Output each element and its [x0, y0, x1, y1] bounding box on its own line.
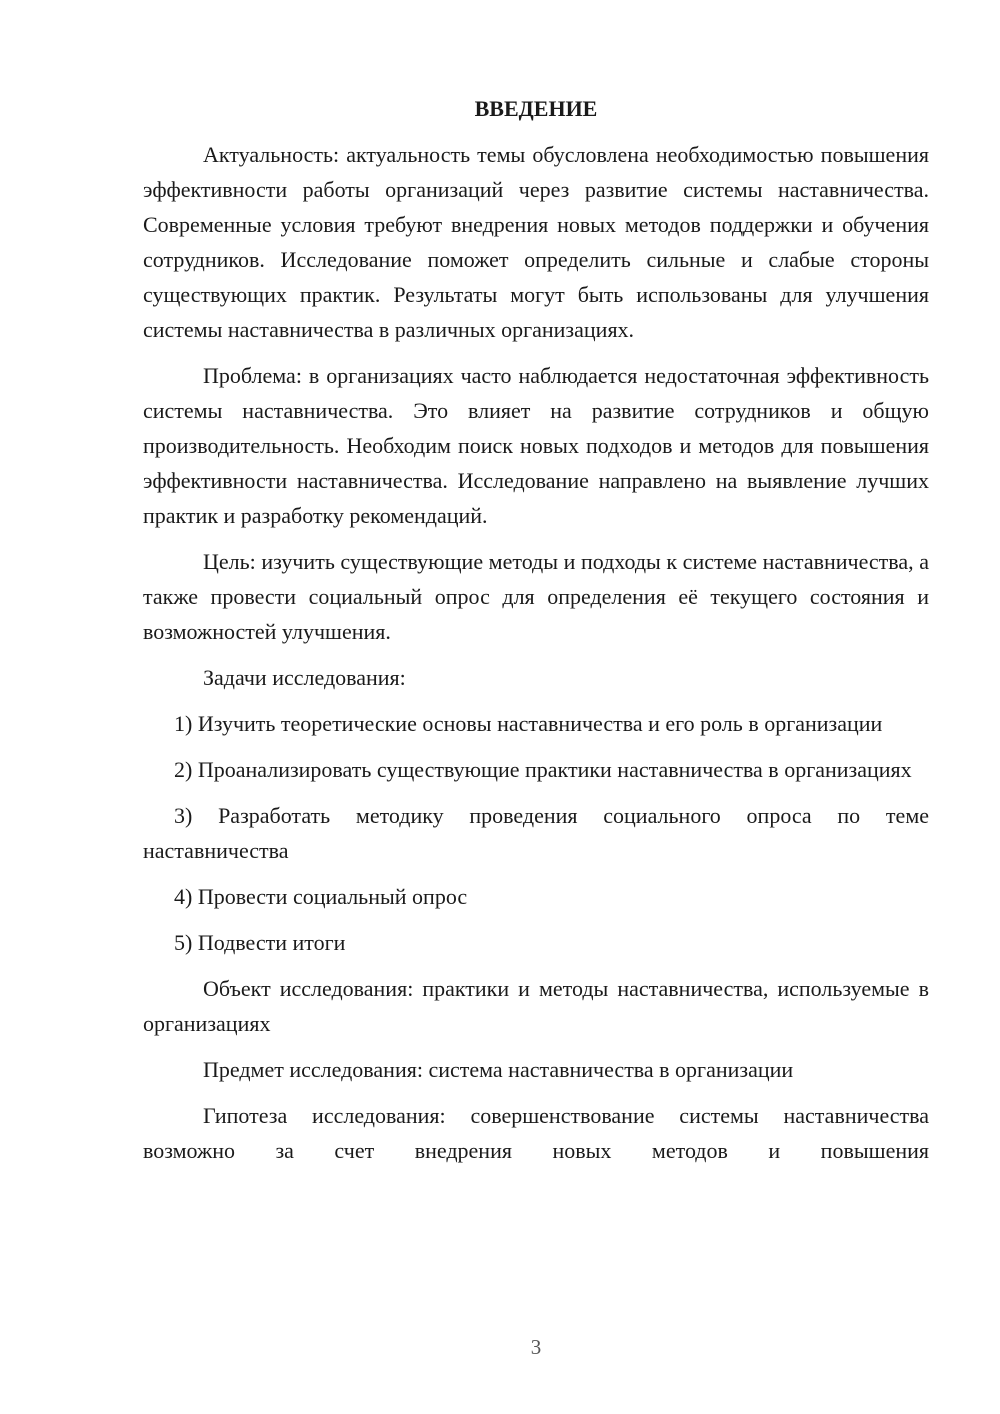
relevance-paragraph: Актуальность: актуальность темы обусловлена необходимостью повышения эффективности работы организаций через развитие системы наставничества. Современные условия требуют внедрения новых методов поддержки и обучения сотрудников. Исследование поможет определить сильные и слабые стороны существующих практик. Результаты могут быть использованы для улучшения системы наставничества в различных организациях.	[143, 142, 929, 342]
task-item: 1) Изучить теоретические основы наставничества и его роль в организации	[174, 711, 883, 736]
hypothesis-paragraph: Гипотеза исследования: совершенствование системы наставничества возможно за счет внедрения новых методов и повышения	[143, 1103, 929, 1163]
object-paragraph: Объект исследования: практики и методы наставничества, используемые в организациях	[143, 976, 929, 1036]
tasks-heading: Задачи исследования:	[203, 665, 406, 690]
document-page	[143, 92, 929, 1168]
subject-paragraph: Предмет исследования: система наставничества в организации	[203, 1057, 794, 1082]
problem-paragraph: Проблема: в организациях часто наблюдается недостаточная эффективность системы наставничества. Это влияет на развитие сотрудников и общую производительность. Необходим поиск новых подходов и методов для повышения эффективности наставничества. Исследование направлено на выявление лучших практик и разработку рекомендаций.	[143, 363, 929, 528]
page-title: ВВЕДЕНИЕ	[474, 96, 598, 121]
task-item: 3) Разработать методику проведения социального опроса по теме наставничества	[143, 803, 929, 863]
page-number: 3	[530, 1335, 542, 1359]
goal-paragraph: Цель: изучить существующие методы и подходы к системе наставничества, а также провести социальный опрос для определения её текущего состояния и возможностей улучшения.	[143, 549, 929, 644]
task-item: 4) Провести социальный опрос	[174, 884, 468, 909]
task-item: 2) Проанализировать существующие практики наставничества в организациях	[174, 757, 912, 782]
task-item: 5) Подвести итоги	[174, 930, 346, 955]
